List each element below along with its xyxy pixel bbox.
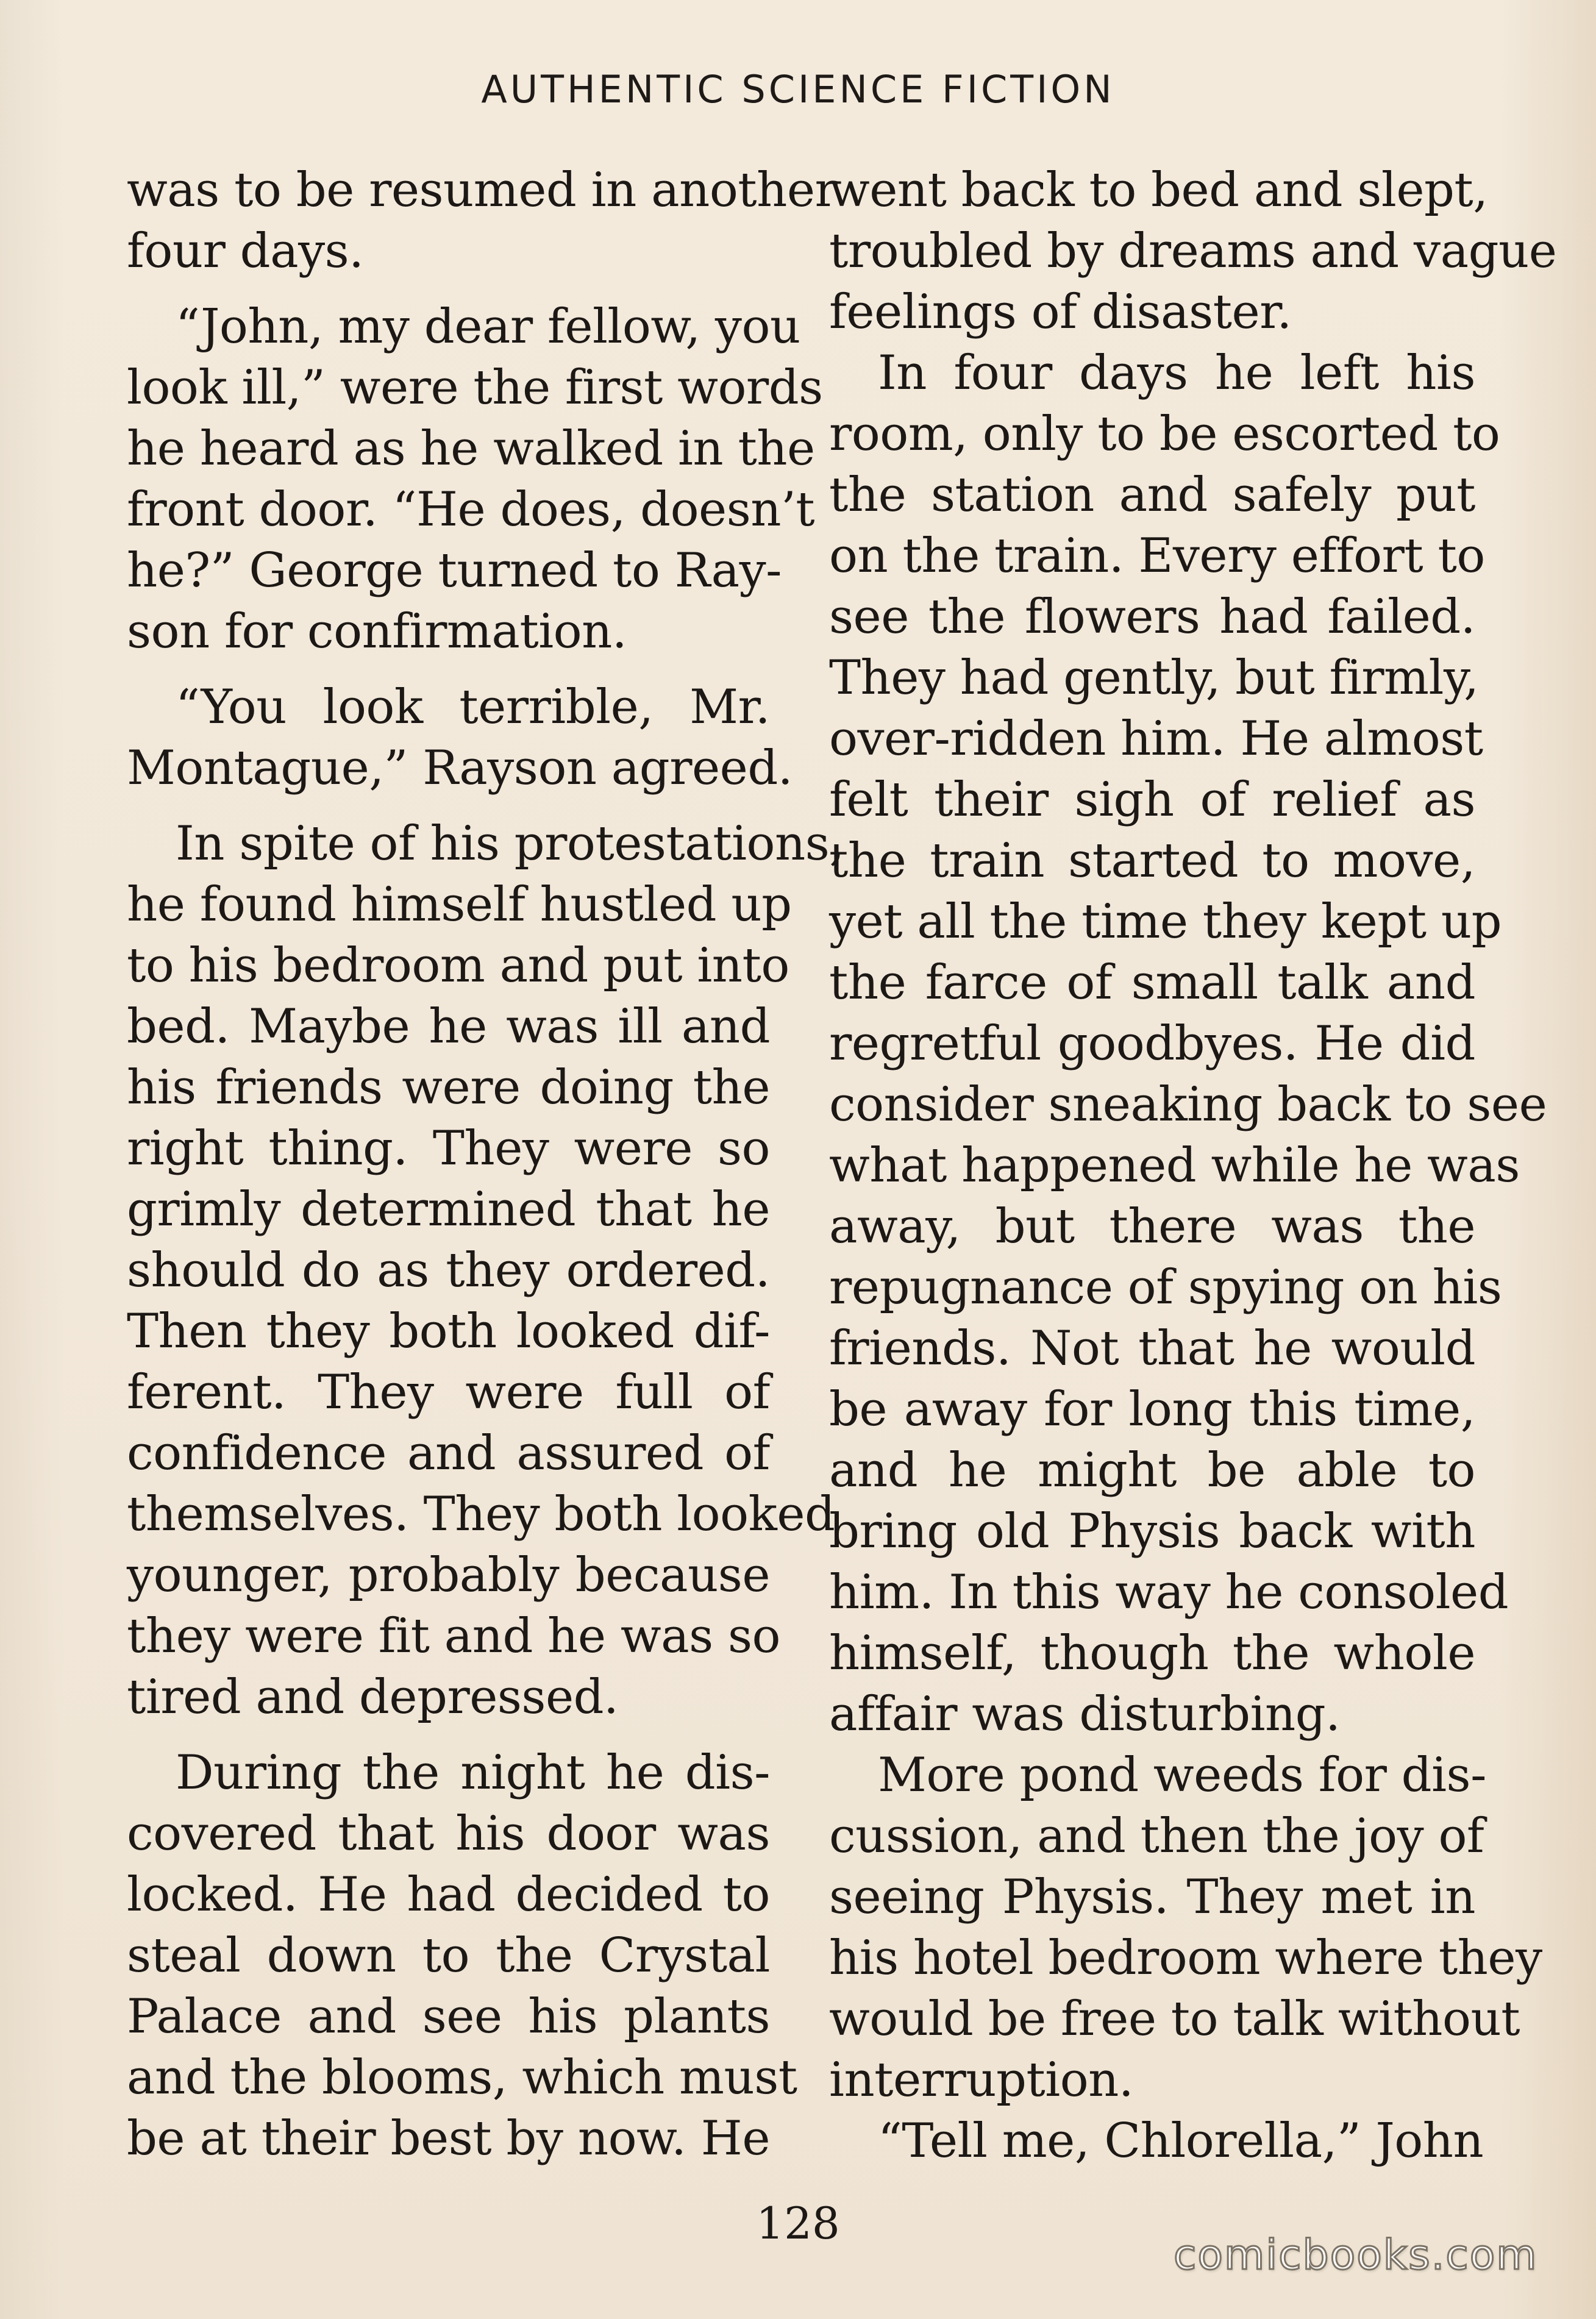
text-line: feelings of disaster. bbox=[829, 285, 1292, 340]
text-line: cussion, and then the joy of bbox=[829, 1809, 1484, 1864]
paragraph bbox=[829, 160, 1557, 343]
text-line: affair was disturbing. bbox=[829, 1687, 1341, 1742]
text-line: to his bedroom and put into bbox=[127, 938, 789, 993]
text-line: himself, though the whole bbox=[829, 1626, 1475, 1681]
text-line: ferent. They were full of bbox=[127, 1365, 770, 1420]
text-line: Palace and see his plants bbox=[127, 1989, 770, 2044]
text-line: More pond weeds for dis- bbox=[878, 1748, 1486, 1803]
paragraph bbox=[829, 2111, 1484, 2171]
text-line: look ill,” were the first words bbox=[127, 360, 823, 415]
text-line: the station and safely put bbox=[829, 468, 1475, 522]
text-line: would be free to talk without bbox=[829, 1992, 1520, 2046]
text-line: “John, my dear fellow, you bbox=[176, 299, 800, 354]
text-line: room, only to be escorted to bbox=[829, 407, 1500, 461]
text-line: repugnance of spying on his bbox=[829, 1260, 1502, 1315]
text-line: four days. bbox=[127, 224, 364, 279]
paragraph bbox=[127, 677, 793, 799]
paragraph bbox=[127, 813, 844, 1728]
text-line: troubled by dreams and vague bbox=[829, 224, 1557, 279]
text-line: be away for long this time, bbox=[829, 1382, 1475, 1437]
text-line: front door. “He does, doesn’t bbox=[127, 482, 815, 537]
paragraph bbox=[829, 1745, 1542, 2111]
paragraph bbox=[127, 1742, 797, 2169]
page-number: 128 bbox=[756, 2198, 840, 2249]
text-line: “Tell me, Chlorella,” John bbox=[878, 2114, 1484, 2168]
text-line: he found himself hustled up bbox=[127, 877, 792, 932]
text-line: see the flowers had failed. bbox=[829, 590, 1475, 644]
text-line: and the blooms, which must bbox=[127, 2050, 797, 2105]
text-line: friends. Not that he would bbox=[829, 1321, 1475, 1376]
right-column bbox=[829, 160, 1557, 2171]
text-line: the train started to move, bbox=[829, 833, 1475, 888]
text-line: went back to bed and slept, bbox=[829, 163, 1488, 218]
text-line: he?” George turned to Ray- bbox=[127, 543, 782, 598]
text-line: what happened while he was bbox=[829, 1138, 1520, 1193]
text-line: his friends were doing the bbox=[127, 1060, 770, 1115]
text-line: “You look terrible, Mr. bbox=[176, 680, 770, 735]
text-line: tired and depressed. bbox=[127, 1670, 619, 1725]
text-line: They had gently, but firmly, bbox=[829, 650, 1479, 705]
paragraph bbox=[127, 160, 838, 282]
text-line: steal down to the Crystal bbox=[127, 1928, 770, 1983]
paragraph bbox=[829, 343, 1547, 1745]
text-line: covered that his door was bbox=[127, 1806, 770, 1861]
text-line: In four days he left his bbox=[878, 346, 1475, 401]
running-head: AUTHENTIC SCIENCE FICTION bbox=[481, 67, 1115, 112]
text-line: consider sneaking back to see bbox=[829, 1077, 1547, 1132]
watermark: comicbooks.com bbox=[1174, 2231, 1538, 2279]
text-line: his hotel bedroom where they bbox=[829, 1931, 1542, 1986]
text-line: grimly determined that he bbox=[127, 1182, 770, 1237]
text-line: away, but there was the bbox=[829, 1199, 1475, 1254]
left-column bbox=[127, 160, 844, 2169]
text-line: younger, probably because bbox=[127, 1548, 770, 1603]
text-line: themselves. They both looked bbox=[127, 1487, 835, 1542]
text-line: he heard as he walked in the bbox=[127, 421, 815, 476]
text-line: right thing. They were so bbox=[127, 1121, 770, 1176]
text-line: bring old Physis back with bbox=[829, 1504, 1475, 1559]
text-line: they were fit and he was so bbox=[127, 1609, 780, 1664]
text-line: was to be resumed in another bbox=[127, 163, 838, 218]
text-line: yet all the time they kept up bbox=[829, 894, 1502, 949]
text-line: should do as they ordered. bbox=[127, 1243, 770, 1298]
text-line: be at their best by now. He bbox=[127, 2111, 770, 2166]
text-line: Montague,” Rayson agreed. bbox=[127, 741, 793, 796]
text-line: seeing Physis. They met in bbox=[829, 1870, 1475, 1925]
text-line: In spite of his protestations, bbox=[176, 816, 844, 871]
text-line: regretful goodbyes. He did bbox=[829, 1016, 1475, 1071]
text-line: bed. Maybe he was ill and bbox=[127, 999, 770, 1054]
text-line: over-ridden him. He almost bbox=[829, 711, 1483, 766]
text-line: During the night he dis- bbox=[176, 1745, 770, 1800]
text-line: locked. He had decided to bbox=[127, 1867, 770, 1922]
text-line: interruption. bbox=[829, 2053, 1134, 2107]
text-line: son for confirmation. bbox=[127, 604, 627, 659]
text-line: the farce of small talk and bbox=[829, 955, 1475, 1010]
text-line: him. In this way he consoled bbox=[829, 1565, 1509, 1620]
text-line: felt their sigh of relief as bbox=[829, 772, 1475, 827]
text-line: on the train. Every effort to bbox=[829, 529, 1485, 583]
paragraph bbox=[127, 296, 823, 662]
text-line: and he might be able to bbox=[829, 1443, 1475, 1498]
text-line: Then they both looked dif- bbox=[127, 1304, 770, 1359]
text-line: confidence and assured of bbox=[127, 1426, 770, 1481]
